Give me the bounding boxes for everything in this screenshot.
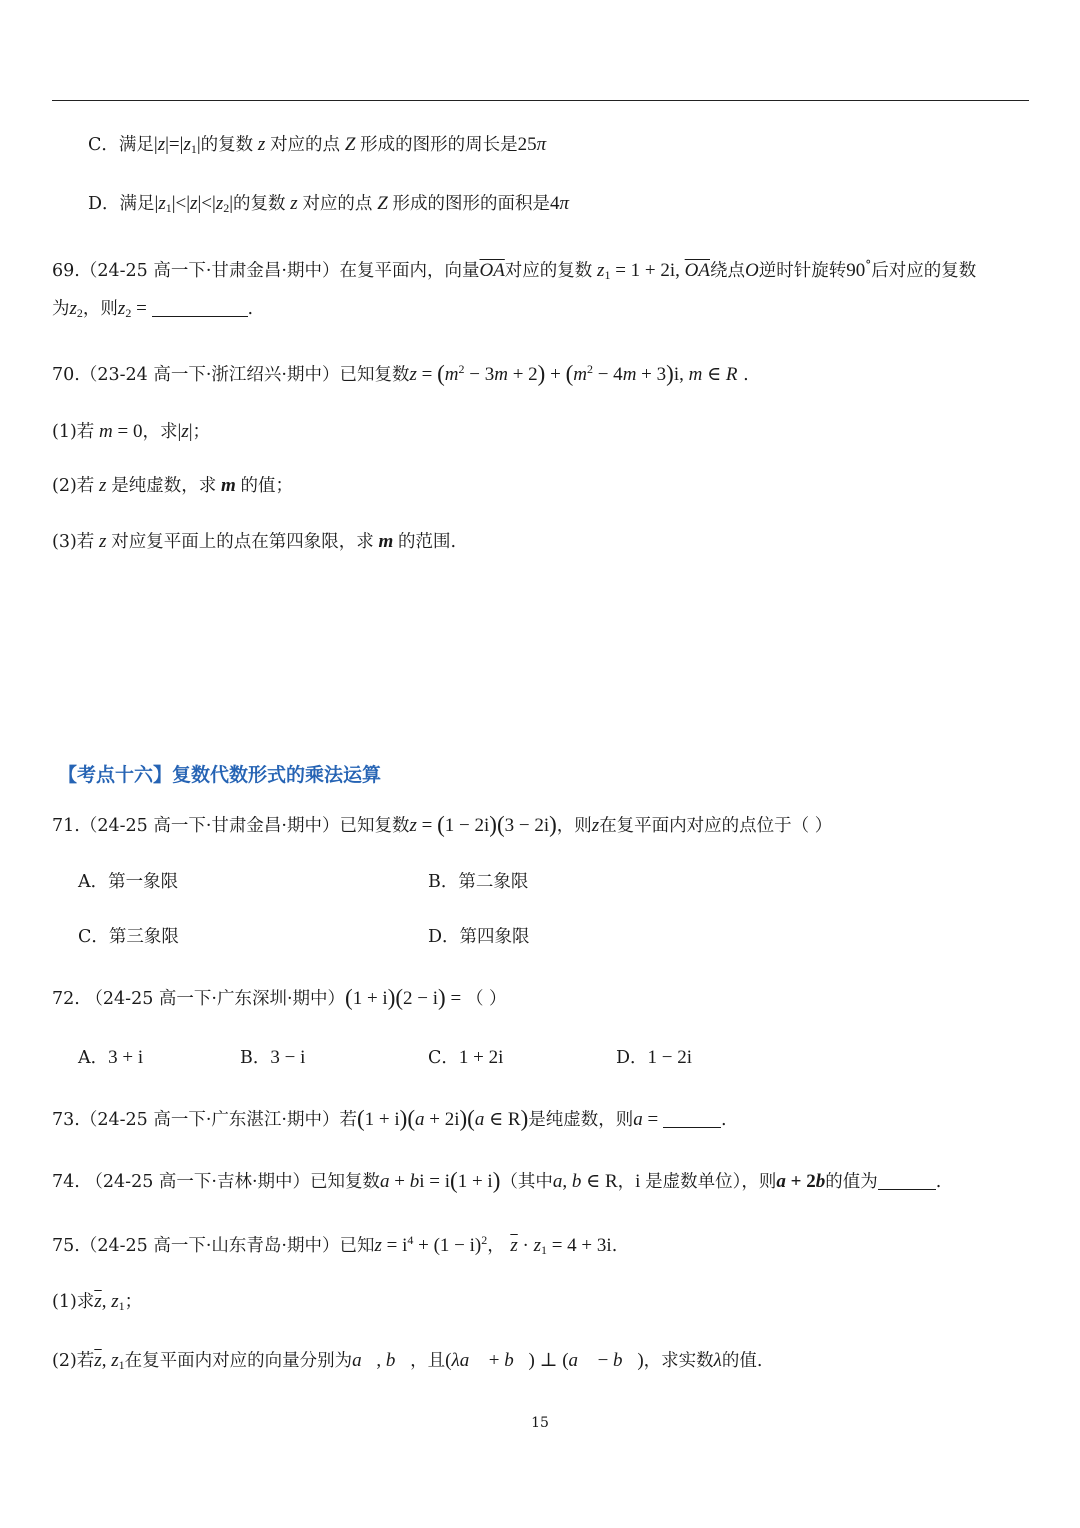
question-70-part3: (3)若 z 对应复平面上的点在第四象限，求 m 的范围. [52, 531, 457, 552]
answer-blank-73[interactable] [663, 1109, 721, 1128]
option-72-d[interactable]: D．1 − 2i [616, 1047, 693, 1068]
option-71-d[interactable]: D．第四象限 [428, 927, 530, 947]
option-72-a[interactable]: A．3 + i [78, 1047, 144, 1068]
question-69-line2: 为$z_2$，则$z_2$ = . [52, 298, 254, 320]
option-71-b[interactable]: B．第二象限 [428, 872, 529, 892]
question-72: 72. （24-25 高一下·广东深圳·期中）(1 + i)(2 − i) = （ ） [52, 985, 507, 1010]
question-70: 70.（23-24 高一下·浙江绍兴·期中）已知复数$z = (m^2 - 3m + 2) + (m^2 - 4m + 3)i$, m ∈ R . [52, 361, 749, 386]
question-75: 75.（24-25 高一下·山东青岛·期中）已知$z = i^4 + (1 - i)^2$， $\overline{z} \cdot z_1 = 4 + 3i$. [52, 1233, 618, 1257]
question-70-part1: (1)若 m = 0，求|z|； [52, 421, 211, 442]
option-72-b[interactable]: B．3 − i [240, 1047, 306, 1068]
option-72-c[interactable]: C．1 + 2i [428, 1047, 504, 1068]
page-number: 15 [531, 1415, 549, 1431]
question-70-part2: (2)若 z 是纯虚数，求 m 的值； [52, 475, 293, 496]
answer-blank-69[interactable] [152, 298, 248, 317]
answer-blank-74[interactable] [878, 1171, 936, 1190]
option-71-a[interactable]: A．第一象限 [78, 872, 179, 892]
question-71: 71.（24-25 高一下·甘肃金昌·期中）已知复数z = (1 − 2i)(3 − 2i)，则z在复平面内对应的点位于（ ） [52, 812, 833, 837]
question-75-part2: (2)若$\overline{z}$, $z_1$在复平面内对应的向量分别为a⃗, b⃗，且(λa⃗ + b⃗) ⊥ (a⃗ − b⃗)，求实数λ的值. [52, 1350, 763, 1372]
question-69-line1: 69.（24-25 高一下·甘肃金昌·期中）在复平面内，向量$\overline{OA}$对应的复数 $z_1 = 1 + 2i$, $\overline{OA}$绕点O逆时针旋转90°后对应的复数 [52, 258, 977, 282]
option-71-c[interactable]: C．第三象限 [78, 927, 179, 947]
question-74: 74. （24-25 高一下·吉林·期中）已知复数a + bi = i(1 + i)（其中a, b ∈ R，i 是虚数单位），则a + 2b的值为 . [52, 1168, 942, 1193]
section-heading: 【考点十六】复数代数形式的乘法运算 [58, 764, 382, 786]
option-c-line: C．满足$|z|=|z_1|$的复数 z 对应的点 Z 形成的图形的周长是25π [88, 134, 547, 156]
question-73: 73.（24-25 高一下·广东湛江·期中）若(1 + i)(a + 2i)(a ∈ R)是纯虚数，则a = . [52, 1106, 727, 1131]
header-rule [52, 100, 1029, 101]
question-75-part1: (1)求$\overline{z}$, $z_1$； [52, 1291, 143, 1313]
option-d-line: D．满足$|z_1|<|z|<|z_2|$的复数 z 对应的点 Z 形成的图形的面积是4π [88, 193, 570, 215]
